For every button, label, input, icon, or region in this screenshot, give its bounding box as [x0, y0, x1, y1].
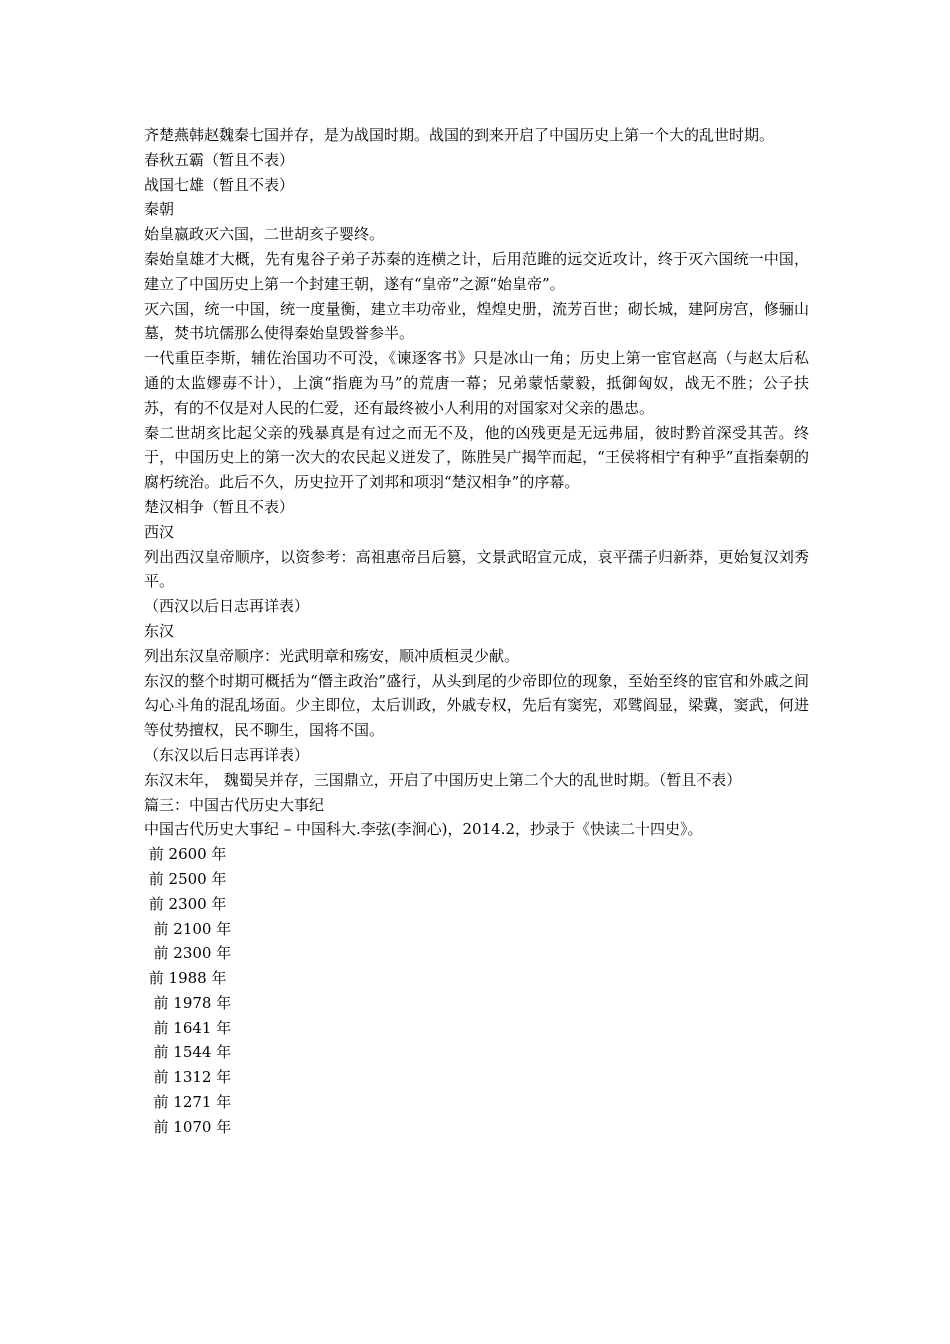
year-item: 前 1641 年: [144, 1018, 232, 1037]
paragraph-three-kingdoms: 东汉末年， 魏蜀吴并存，三国鼎立，开启了中国历史上第二个大的乱世时期。（暂且不表）: [144, 770, 742, 789]
paragraph-western-han-note: （西汉以后日志再详表）: [144, 597, 310, 616]
document-page: [144, 123, 809, 1140]
heading-chapter-three: 篇三：中国古代历史大事纪: [144, 795, 325, 814]
year-item: 前 2300 年: [144, 894, 227, 913]
heading-western-han: 西汉: [144, 522, 175, 541]
paragraph-warring-states-intro: 齐楚燕韩赵魏秦七国并存，是为战国时期。战国的到来开启了中国历史上第一个大的乱世时期。: [144, 126, 775, 144]
heading-qin-dynasty: 秦朝: [144, 200, 175, 219]
paragraph-qin-achievements: 灭六国，统一中国，统一度量衡，建立丰功帝业，煌煌史册，流芳百世；砌长城，建阿房宫，修骊山墓，焚书坑儒那么使得秦始皇毁誉参半。: [144, 299, 809, 343]
year-item: 前 1070 年: [144, 1117, 232, 1136]
paragraph-chapter-three-source: 中国古代历史大事纪 – 中国科大.李弦(李涧心)，2014.2，抄录于《快读二十四史》。: [144, 820, 703, 839]
paragraph-spring-autumn: 春秋五霸（暂且不表）: [144, 150, 295, 169]
year-item: 前 2100 年: [144, 919, 232, 938]
year-item: 前 2600 年: [144, 845, 227, 864]
paragraph-eastern-han-period: 东汉的整个时期可概括为“僭主政治”盛行，从头到尾的少帝即位的现象，至始至终的宦官和外戚之间勾心斗角的混乱场面。少主即位，太后训政，外戚专权，先后有窦宪，邓骘阎显，梁冀，窦武，何进等仗势擅权，民不聊生，国将不国。: [144, 671, 809, 740]
paragraph-qin-ministers: 一代重臣李斯，辅佐治国功不可没，《谏逐客书》只是冰山一角；历史上第一宦官赵高（与赵太后私通的太监嫪毐不计），上演“指鹿为马”的荒唐一幕；兄弟蒙恬蒙毅，抵御匈奴，战无不胜；公子扶苏，有的不仅是对人民的仁爱，还有最终被小人利用的对国家对父亲的愚忠。: [144, 349, 809, 417]
year-item: 前 1978 年: [144, 993, 232, 1012]
paragraph-chu-han: 楚汉相争（暂且不表）: [144, 497, 295, 516]
paragraph-qin-shihuang: 秦始皇雄才大概，先有鬼谷子弟子苏秦的连横之计，后用范雎的远交近攻计，终于灭六国统一中国，建立了中国历史上第一个封建王朝，遂有“皇帝”之源“始皇帝”。: [144, 249, 809, 293]
paragraph-eastern-han-note: （东汉以后日志再详表）: [144, 745, 310, 764]
year-item: 前 1988 年: [144, 969, 227, 988]
paragraph-warring-states: 战国七雄（暂且不表）: [144, 175, 295, 194]
year-item: 前 1312 年: [144, 1068, 232, 1087]
paragraph-qin-second-emperor: 秦二世胡亥比起父亲的残暴真是有过之而无不及，他的凶残更是无远弗届，彼时黔首深受其苦。终于，中国历史上的第一次大的农民起义迸发了，陈胜吴广揭竿而起，“王侯将相宁有种乎”直指秦朝的腐朽统治。此后不久，历史拉开了刘邦和项羽“楚汉相争”的序幕。: [144, 423, 809, 492]
heading-eastern-han: 东汉: [144, 621, 175, 640]
paragraph-qin-summary: 始皇嬴政灭六国，二世胡亥子婴终。: [144, 225, 385, 244]
year-item: 前 1271 年: [144, 1093, 232, 1112]
year-item: 前 2300 年: [144, 944, 232, 963]
paragraph-eastern-han-emperors: 列出东汉皇帝顺序：光武明章和殇安，顺冲质桓灵少献。: [144, 646, 520, 665]
year-item: 前 2500 年: [144, 869, 227, 888]
year-item: 前 1544 年: [144, 1043, 232, 1062]
year-list: [144, 842, 809, 1140]
paragraph-western-han-emperors: 列出西汉皇帝顺序，以资参考：高祖惠帝吕后篡，文景武昭宣元成，哀平孺子归新莽，更始复汉刘秀平。: [144, 547, 809, 591]
